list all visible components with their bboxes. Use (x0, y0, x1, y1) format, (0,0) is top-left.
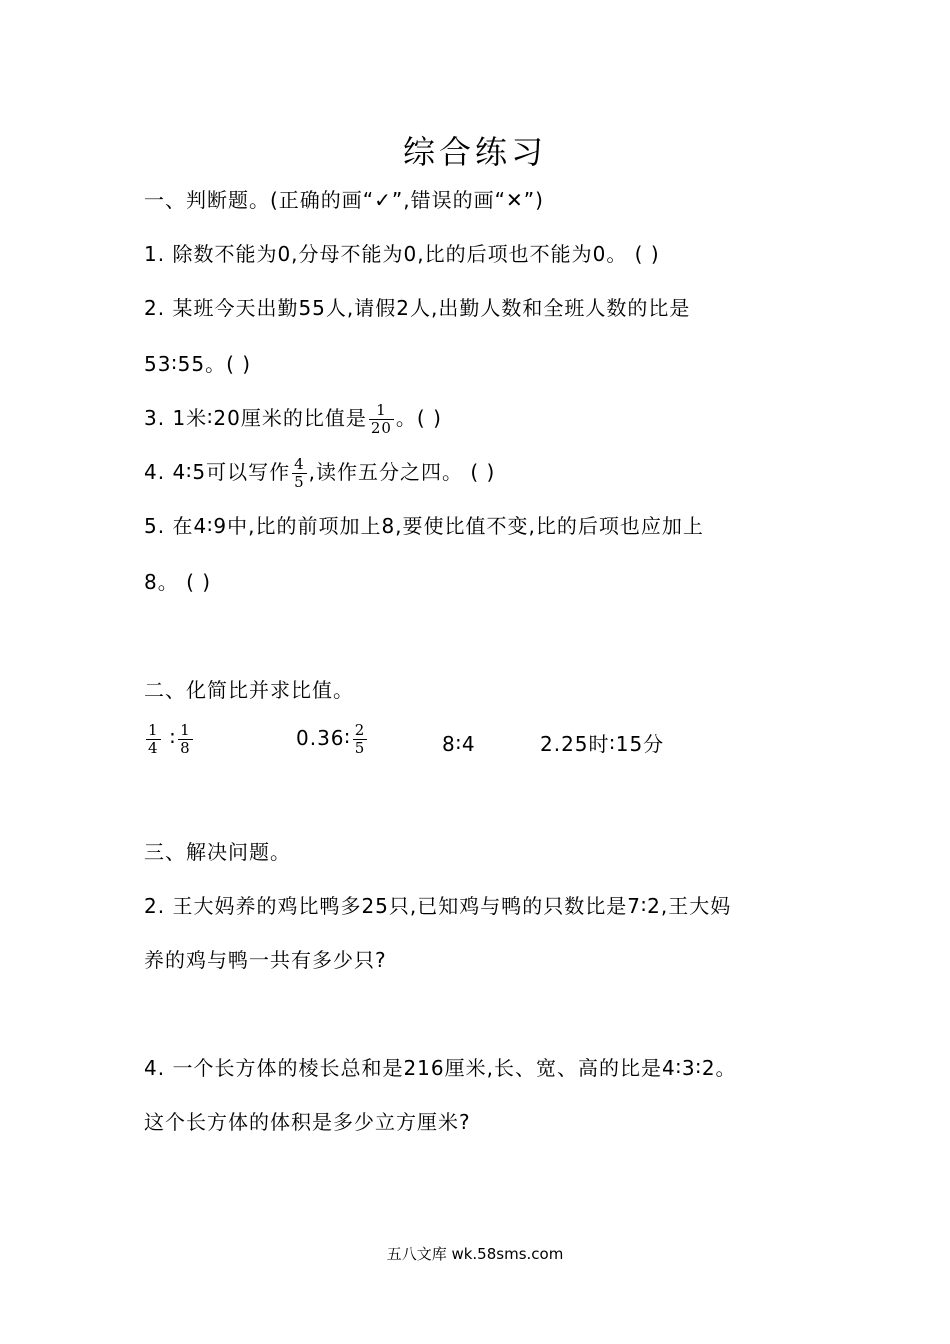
footer-watermark: 五八文库 wk.58sms.com (386, 1245, 564, 1263)
problem-2-line1: 2. 王大妈养的鸡比鸭多25只,已知鸡与鸭的只数比是7∶2,王大妈 (144, 894, 732, 918)
simplify-item-1 (144, 722, 195, 757)
question-4-suffix: ,读作五分之四。 ( ) (308, 460, 496, 484)
section3-heading: 三、解决问题。 (144, 840, 291, 864)
fraction-denominator: 20 (370, 419, 392, 437)
fraction-denominator: 5 (294, 473, 305, 491)
simplify-item-4: 2.25时∶15分 (540, 732, 665, 756)
fraction (369, 402, 394, 437)
question-5-line2: 8。 ( ) (144, 570, 212, 594)
page-title: 综合练习 (402, 133, 547, 171)
fraction (292, 456, 307, 491)
fraction-denominator: 8 (180, 739, 191, 757)
problem-2-line2: 养的鸡与鸭一共有多少只? (144, 948, 387, 972)
fraction-numerator: 1 (369, 402, 394, 420)
question-4-prefix: 4. 4∶5可以写作 (144, 460, 291, 484)
fraction (146, 722, 161, 757)
fraction (353, 722, 368, 757)
simplify-item-2 (296, 722, 369, 757)
question-2-line1: 2. 某班今天出勤55人,请假2人,出勤人数和全班人数的比是 (144, 296, 691, 320)
problem-4-line1: 4. 一个长方体的棱长总和是216厘米,长、宽、高的比是4∶3∶2。 (144, 1056, 737, 1080)
simplify-item-3: 8∶4 (442, 732, 476, 756)
question-3 (144, 402, 442, 437)
section2-heading: 二、化简比并求比值。 (144, 678, 354, 702)
question-3-suffix: 。( ) (395, 406, 442, 430)
fraction-denominator: 4 (148, 739, 159, 757)
fraction-numerator: 1 (180, 721, 191, 739)
problem-4-line2: 这个长方体的体积是多少立方厘米? (144, 1110, 471, 1134)
simplify-item-2-prefix: 0.36∶ (296, 726, 351, 750)
fraction-numerator: 2 (354, 721, 366, 739)
section1-heading: 一、判断题。(正确的画“✓”,错误的画“✕”) (144, 188, 544, 212)
question-4 (144, 456, 495, 491)
question-3-prefix: 3. 1米∶20厘米的比值是 (144, 406, 367, 430)
ratio-separator: ∶ (169, 726, 177, 750)
fraction-numerator: 1 (148, 721, 159, 739)
fraction-numerator: 4 (294, 455, 305, 473)
fraction-denominator: 5 (354, 739, 366, 757)
simplify-items (144, 722, 804, 766)
question-5-line1: 5. 在4∶9中,比的前项加上8,要使比值不变,比的后项也应加上 (144, 514, 704, 538)
fraction (178, 722, 193, 757)
question-2-line2: 53∶55。( ) (144, 352, 252, 376)
question-1: 1. 除数不能为0,分母不能为0,比的后项也不能为0。 ( ) (144, 242, 660, 266)
